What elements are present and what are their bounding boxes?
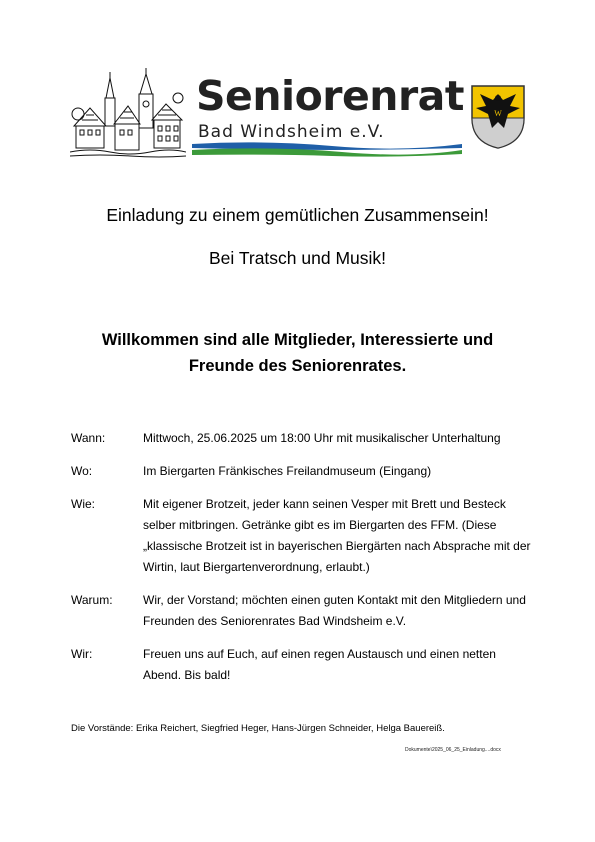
svg-text:W: W [494,109,502,118]
org-subtitle: Bad Windsheim e.V. [198,122,385,142]
org-name: Seniorenrat [196,72,464,120]
welcome-heading [0,327,595,379]
board-members: Die Vorstände: Erika Reichert, Siegfried Heger, Hans-Jürgen Schneider, Helga Bauereiß. [71,723,445,734]
music-heading: Bei Tratsch und Musik! [208,248,387,268]
detail-row-why [71,590,531,632]
detail-value: Freuen uns auf Euch, auf einen regen Austausch und einen netten Abend. Bis bald! [143,647,496,682]
detail-label: Wann: [71,431,106,445]
detail-label: Wie: [71,497,95,511]
detail-label: Warum: [71,593,113,607]
detail-row-where [71,461,531,482]
welcome-line-2: Freunde des Seniorenrates. [188,357,407,375]
coat-of-arms-icon [470,84,526,150]
wave-logo-icon [192,138,462,160]
detail-value: Wir, der Vorstand; möchten einen guten Kontakt mit den Mitgliedern und Freunden des Seniorenrates Bad Windsheim e.V. [143,593,526,628]
detail-row-we [71,644,531,686]
detail-row-how [71,494,531,578]
invitation-heading: Einladung zu einem gemütlichen Zusammensein! [106,205,489,225]
detail-label: Wir: [71,647,93,661]
welcome-line-1: Willkommen sind alle Mitglieder, Interessierte und [101,331,494,349]
detail-value: Im Biergarten Fränkisches Freilandmuseum (Eingang) [143,464,432,478]
detail-value: Mit eigener Brotzeit, jeder kann seinen Vesper mit Brett und Besteck selber mitbringen. Getränke gibt es im Biergarten des FFM. (Diese „klassische Brotzeit ist in bayerischen Biergärten nach Absprache mit der Wirtin, laut Biergartenverordnung, erlaubt.) [143,497,531,574]
town-sketch-icon [70,68,186,160]
document-reference: Dokumente\2025_06_25_Einladung....docx [405,747,501,753]
detail-value: Mittwoch, 25.06.2025 um 18:00 Uhr mit musikalischer Unterhaltung [143,431,501,445]
event-details [71,428,531,698]
detail-label: Wo: [71,464,93,478]
detail-row-when [71,428,531,449]
